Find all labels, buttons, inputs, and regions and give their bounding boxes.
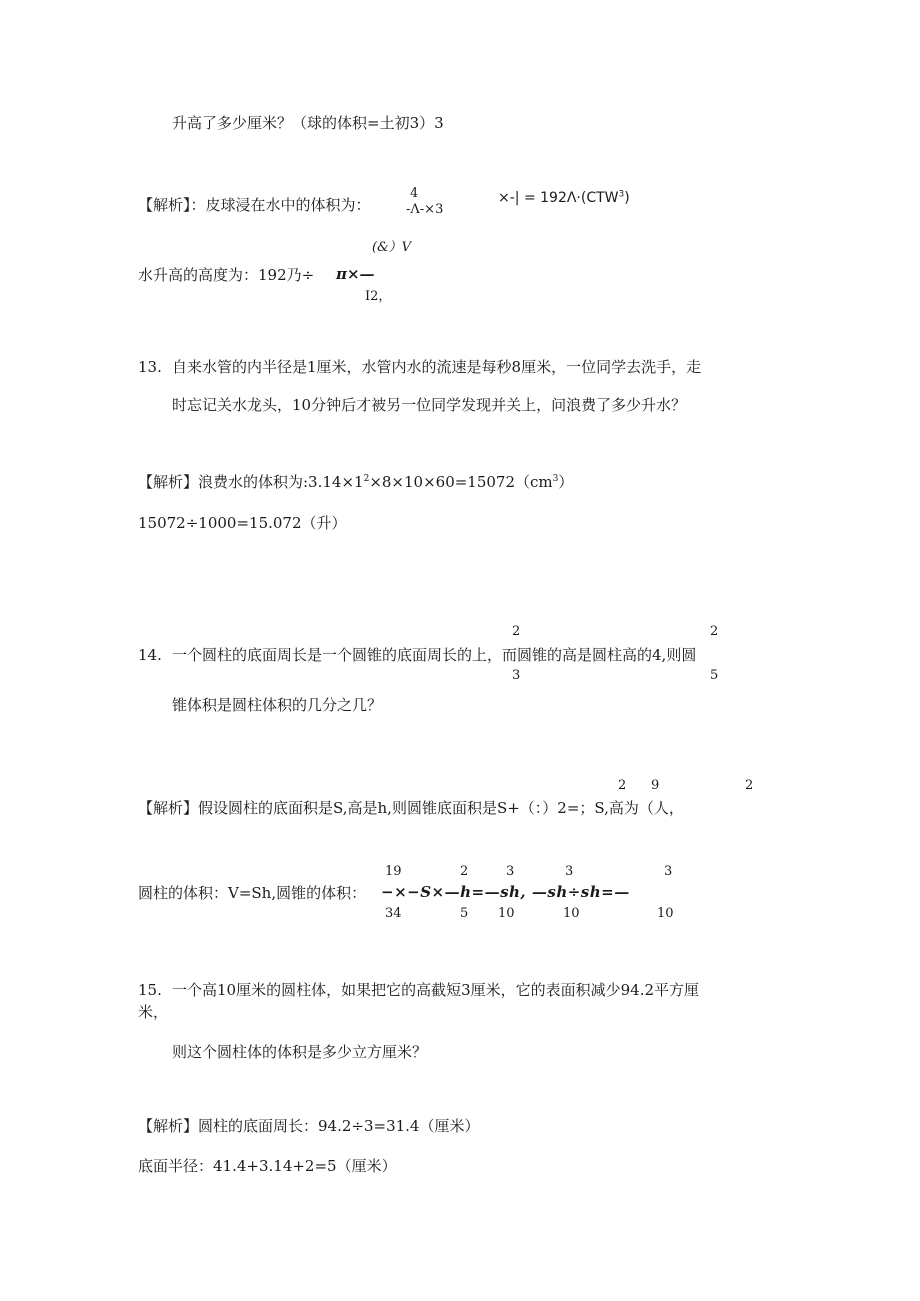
q14-v-bot4: 10 <box>563 906 580 921</box>
q14-bot2: 5 <box>710 668 719 683</box>
q14-top2: 2 <box>710 624 719 639</box>
q14-bot1: 3 <box>512 668 521 683</box>
q12-expr-right: ×-| = $192\Lambda\cdot(CTW^3)$ <box>498 189 630 206</box>
q12-rise-text: 水升高的高度为：192乃÷ <box>138 266 315 284</box>
q15-line1: 一个高10厘米的圆柱体，如果把它的高截短3厘米，它的表面积减少94.2平方厘 <box>172 981 700 999</box>
q13-analysis1: 【解析】浪费水的体积为$:3.14\times 1^2\times 8\times 10\times 60=15072(cm^3)$ <box>138 473 574 491</box>
q14-an-top3: 2 <box>745 778 754 793</box>
q14-line1: 一个圆柱的底面周长是一个圆锥的底面周长的上，而圆锥的高是圆柱高的4,则圆 <box>172 646 697 664</box>
q14-v-bot2: 5 <box>460 906 469 921</box>
q14-analysis1: 【解析】假设圆柱的底面积是S,高是h,则圆锥底面积是S+（：）2=；S,高为（人， <box>138 799 684 817</box>
q14-an-top1: 2 <box>618 778 627 793</box>
q14-v-bot1: 34 <box>385 906 402 921</box>
q15-line2: 则这个圆柱体的体积是多少立方厘米？ <box>172 1043 428 1061</box>
q14-v-top2: 2 <box>460 864 469 879</box>
q14-v-top3: 3 <box>506 864 515 879</box>
q14-line2: 锥体积是圆柱体积的几分之几？ <box>172 696 383 714</box>
q14-v-top1: 19 <box>385 864 402 879</box>
q14-v-expr: −×−S×—h=—sh, —sh÷sh=— <box>381 883 630 901</box>
q12-line1: 升高了多少厘米？（球的体积=土初3）3 <box>172 114 444 132</box>
q13-line2: 时忘记关水龙头，10分钟后才被另一位同学发现并关上，问浪费了多少升水？ <box>172 396 687 414</box>
q15-line1b: 米， <box>138 1003 169 1021</box>
q15-analysis2: 底面半径：41.4+3.14+2=5（厘米） <box>138 1157 397 1175</box>
q14-v-top4: 3 <box>565 864 574 879</box>
q13-analysis2: 15072÷1000=15.072（升） <box>138 514 347 532</box>
q12-rise-expr: π×— <box>336 265 375 283</box>
q12-rise-num: (&）V <box>372 240 412 255</box>
q15-analysis1: 【解析】圆柱的底面周长：94.2÷3=31.4（厘米） <box>138 1117 480 1135</box>
q14-v-bot5: 10 <box>657 906 674 921</box>
q14-top1: 2 <box>512 624 521 639</box>
q15-number: 15. <box>138 981 162 999</box>
q12-frac-num: 4 <box>410 186 419 201</box>
q14-v-top5: 3 <box>664 864 673 879</box>
q12-frac-den: -Λ-×3 <box>406 202 444 217</box>
q14-v-prefix: 圆柱的体积：V=Sh,圆锥的体积： <box>138 884 367 902</box>
q12-rise-den: I2， <box>365 289 392 304</box>
q12-analysis-prefix: 【解析】：皮球浸在水中的体积为： <box>138 196 371 214</box>
q13-number: 13. <box>138 358 162 376</box>
q14-v-bot3: 10 <box>498 906 515 921</box>
q14-an-top2: 9 <box>651 778 660 793</box>
q14-number: 14. <box>138 646 162 664</box>
q13-line1: 自来水管的内半径是1厘米，水管内水的流速是每秒8厘米，一位同学去洗手，走 <box>172 358 702 376</box>
